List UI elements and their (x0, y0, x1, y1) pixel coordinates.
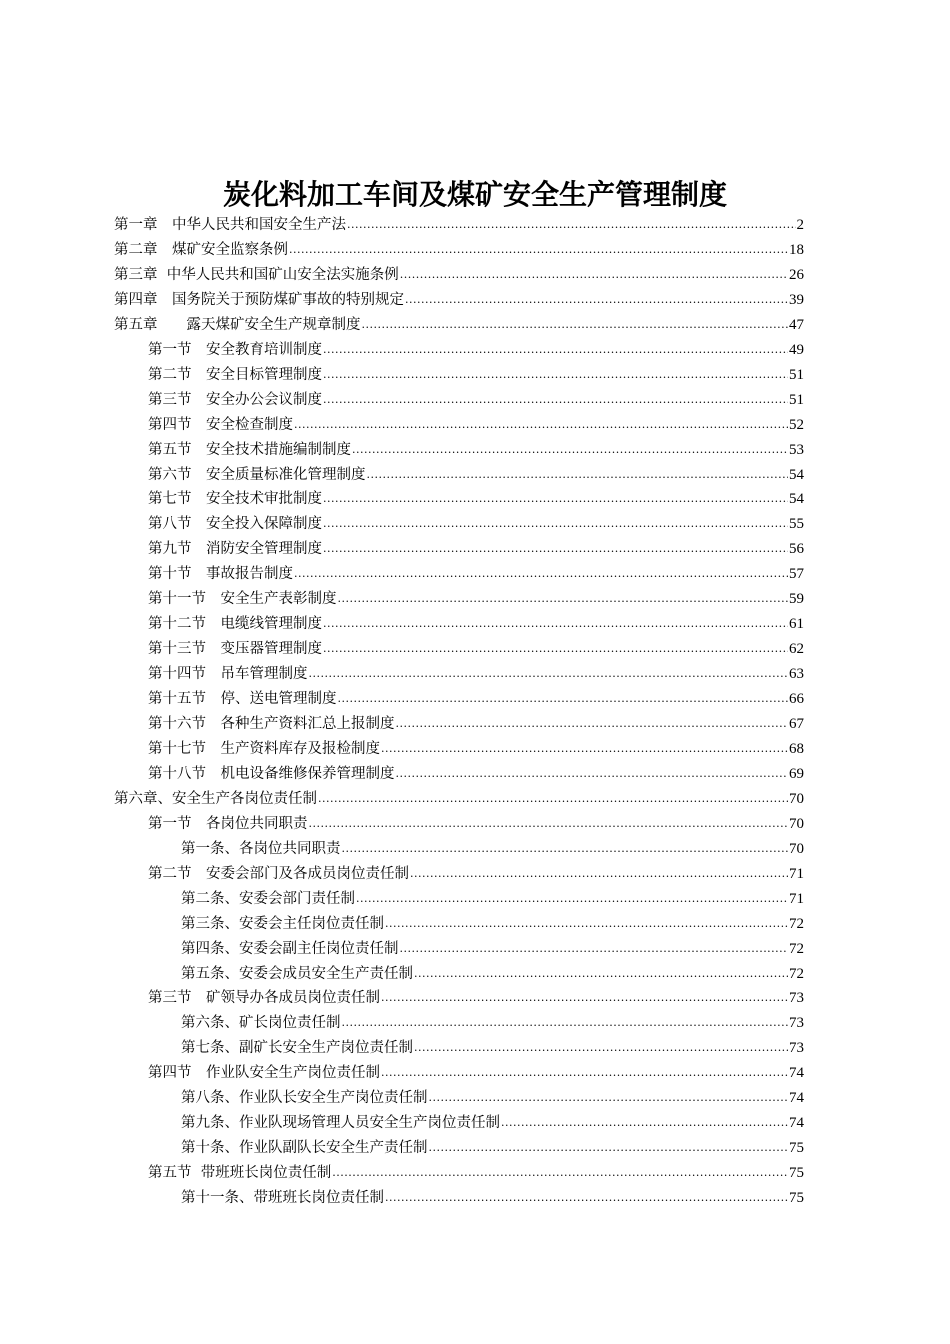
toc-entry-page-number: 74 (789, 1065, 804, 1082)
toc-entry[interactable] (148, 537, 804, 562)
toc-entry[interactable] (148, 712, 804, 737)
toc-entry-label: 第七节 安全技术审批制度 (148, 491, 322, 508)
toc-entry-page-number: 51 (789, 366, 804, 383)
toc-entry-label: 第五章 露天煤矿安全生产规章制度 (114, 316, 361, 333)
toc-leader-dots (323, 387, 788, 412)
toc-entry[interactable] (148, 512, 804, 537)
toc-entry-page-number: 67 (789, 716, 804, 732)
toc-entry-page-number: 75 (789, 1190, 804, 1207)
toc-entry[interactable] (148, 388, 804, 413)
toc-leader-dots (323, 362, 788, 387)
toc-entry-page-number: 61 (789, 616, 804, 633)
toc-leader-dots (381, 736, 788, 761)
toc-entry-page-number: 55 (789, 516, 804, 533)
toc-entry-label: 第十三节 变压器管理制度 (148, 641, 322, 658)
toc-leader-dots (400, 936, 789, 961)
toc-leader-dots (323, 486, 788, 511)
toc-entry-page-number: 73 (789, 990, 804, 1007)
toc-entry[interactable] (148, 687, 804, 712)
toc-leader-dots (385, 1185, 788, 1210)
toc-entry-label: 第五节 带班班长岗位责任制 (148, 1165, 332, 1182)
toc-entry-page-number: 71 (789, 890, 804, 907)
toc-leader-dots (332, 1160, 788, 1185)
toc-entry-label: 第八节 安全投入保障制度 (148, 516, 322, 533)
toc-entry-label: 第三节 矿领导办各成员岗位责任制 (148, 990, 380, 1007)
toc-entry-label: 第十八节 机电设备维修保养管理制度 (148, 765, 395, 782)
toc-entry-page-number: 68 (789, 740, 804, 757)
toc-entry-label: 第六章、安全生产各岗位责任制 (114, 790, 317, 807)
toc-entry[interactable] (114, 213, 804, 238)
toc-leader-dots (356, 886, 788, 911)
toc-leader-dots (309, 661, 789, 686)
toc-entry-page-number: 56 (789, 541, 804, 558)
toc-entry-page-number: 54 (789, 491, 804, 508)
toc-entry[interactable] (181, 887, 804, 912)
toc-entry[interactable] (148, 438, 804, 463)
toc-entry-page-number: 39 (789, 291, 804, 308)
toc-entry-page-number: 66 (789, 691, 804, 708)
toc-entry-label: 第一节 安全教育培训制度 (148, 341, 322, 358)
toc-leader-dots (400, 262, 788, 287)
toc-entry[interactable] (148, 363, 804, 388)
toc-entry-label: 第五节 安全技术措施编制制度 (148, 441, 351, 458)
toc-entry-page-number: 70 (789, 840, 804, 857)
toc-entry-label: 第一节 各岗位共同职责 (148, 815, 308, 832)
toc-leader-dots (429, 1135, 789, 1160)
toc-entry-label: 第三条、安委会主任岗位责任制 (181, 915, 384, 932)
toc-entry-page-number: 49 (789, 341, 804, 358)
toc-entry-label: 第二节 安委会部门及各成员岗位责任制 (148, 865, 409, 882)
toc-entry[interactable] (181, 1036, 804, 1061)
toc-entry[interactable] (114, 263, 804, 288)
toc-leader-dots (414, 1035, 788, 1060)
toc-entry[interactable] (148, 1161, 804, 1186)
toc-leader-dots (323, 636, 788, 661)
toc-entry-label: 第二节 安全目标管理制度 (148, 366, 322, 383)
toc-entry-page-number: 71 (789, 865, 804, 882)
toc-entry[interactable] (148, 1061, 804, 1086)
toc-leader-dots (367, 462, 789, 487)
toc-entry-label: 第一条、各岗位共同职责 (181, 840, 341, 857)
toc-entry[interactable] (181, 937, 804, 962)
toc-entry-label: 第七条、副矿长安全生产岗位责任制 (181, 1040, 413, 1057)
toc-leader-dots (342, 836, 789, 861)
toc-leader-dots (429, 1085, 789, 1110)
toc-entry-label: 第十一节 安全生产表彰制度 (148, 591, 337, 608)
toc-leader-dots (323, 611, 788, 636)
toc-entry-label: 第十四节 吊车管理制度 (148, 666, 308, 683)
toc-leader-dots (323, 511, 788, 536)
toc-entry[interactable] (114, 238, 804, 263)
toc-entry-page-number: 62 (789, 641, 804, 658)
toc-entry-page-number: 51 (789, 391, 804, 408)
toc-entry-label: 第一章 中华人民共和国安全生产法 (114, 217, 346, 233)
toc-leader-dots (381, 985, 788, 1010)
toc-entry-page-number: 53 (789, 441, 804, 458)
toc-entry-page-number: 75 (789, 1140, 804, 1157)
toc-entry[interactable] (148, 413, 804, 438)
toc-leader-dots (338, 686, 789, 711)
toc-entry[interactable] (148, 662, 804, 687)
toc-entry-page-number: 57 (789, 566, 804, 583)
toc-entry-label: 第二条、安委会部门责任制 (181, 890, 355, 907)
toc-entry-page-number: 59 (789, 591, 804, 608)
toc-entry-label: 第二章 煤矿安全监察条例 (114, 241, 288, 258)
toc-leader-dots (342, 1010, 789, 1035)
toc-entry[interactable] (181, 1011, 804, 1036)
toc-entry[interactable] (181, 1136, 804, 1161)
toc-entry[interactable] (181, 962, 804, 987)
toc-entry[interactable] (181, 1086, 804, 1111)
toc-entry-label: 第十节 事故报告制度 (148, 566, 293, 583)
toc-leader-dots (294, 561, 788, 586)
toc-entry[interactable] (181, 1186, 804, 1211)
toc-entry[interactable] (148, 986, 804, 1011)
toc-entry[interactable] (148, 338, 804, 363)
toc-entry-page-number: 72 (789, 965, 804, 982)
toc-leader-dots (362, 312, 789, 337)
toc-entry-label: 第九节 消防安全管理制度 (148, 541, 322, 558)
toc-leader-dots (347, 212, 796, 237)
toc-entry-label: 第六条、矿长岗位责任制 (181, 1015, 341, 1032)
toc-entry[interactable] (148, 637, 804, 662)
toc-leader-dots (323, 337, 788, 362)
toc-entry-page-number: 54 (789, 466, 804, 483)
toc-leader-dots (294, 412, 788, 437)
toc-entry-label: 第四条、安委会副主任岗位责任制 (181, 940, 399, 957)
toc-entry-page-number: 63 (789, 666, 804, 683)
toc-entry-page-number: 18 (789, 241, 804, 258)
toc-entry[interactable] (114, 313, 804, 338)
toc-leader-dots (381, 1060, 788, 1085)
toc-entry-page-number: 69 (789, 765, 804, 782)
toc-entry-label: 第四节 安全检查制度 (148, 416, 293, 433)
toc-leader-dots (396, 711, 789, 736)
toc-entry[interactable] (148, 737, 804, 762)
toc-leader-dots (309, 811, 789, 836)
toc-entry[interactable] (148, 812, 804, 837)
toc-entry[interactable] (148, 463, 804, 488)
toc-leader-dots (410, 861, 788, 886)
toc-entry[interactable] (181, 912, 804, 937)
toc-entry-page-number: 26 (789, 266, 804, 283)
toc-entry-page-number: 72 (789, 915, 804, 932)
toc-entry-page-number: 72 (789, 940, 804, 957)
toc-entry-label: 第九条、作业队现场管理人员安全生产岗位责任制 (181, 1115, 500, 1132)
toc-leader-dots (405, 287, 788, 312)
toc-entry[interactable] (181, 837, 804, 862)
toc-leader-dots (323, 536, 788, 561)
toc-entry-label: 第十一条、带班班长岗位责任制 (181, 1190, 384, 1207)
toc-entry-label: 第十条、作业队副队长安全生产责任制 (181, 1140, 428, 1157)
toc-entry-page-number: 75 (789, 1165, 804, 1182)
toc-entry-label: 第六节 安全质量标准化管理制度 (148, 466, 366, 483)
toc-entry[interactable] (148, 862, 804, 887)
toc-entry-label: 第五条、安委会成员安全生产责任制 (181, 965, 413, 982)
toc-entry-page-number: 73 (789, 1040, 804, 1057)
toc-entry-label: 第十二节 电缆线管理制度 (148, 616, 322, 633)
toc-entry[interactable] (148, 612, 804, 637)
toc-entry-label: 第四节 作业队安全生产岗位责任制 (148, 1065, 380, 1082)
toc-entry[interactable] (148, 762, 804, 787)
toc-entry-label: 第八条、作业队长安全生产岗位责任制 (181, 1090, 428, 1107)
toc-entry-label: 第十五节 停、送电管理制度 (148, 691, 337, 708)
toc-entry[interactable] (148, 487, 804, 512)
toc-entry-page-number: 70 (789, 815, 804, 832)
toc-entry[interactable] (181, 1111, 804, 1136)
toc-entry-page-number: 2 (796, 217, 804, 233)
toc-entry-page-number: 74 (789, 1115, 804, 1132)
toc-leader-dots (396, 761, 789, 786)
toc-entry[interactable] (148, 587, 804, 612)
toc-leader-dots (352, 437, 788, 462)
toc-entry-page-number: 74 (789, 1090, 804, 1107)
toc-leader-dots (414, 961, 788, 986)
toc-entry-page-number: 73 (789, 1015, 804, 1032)
toc-entry-label: 第三章 中华人民共和国矿山安全法实施条例 (114, 266, 399, 283)
toc-entry[interactable] (114, 787, 804, 812)
toc-entry-page-number: 52 (789, 416, 804, 433)
document-title: 炭化料加工车间及煤矿安全生产管理制度 (222, 178, 727, 211)
toc-entry[interactable] (148, 562, 804, 587)
toc-entry-label: 第三节 安全办公会议制度 (148, 391, 322, 408)
toc-entry-label: 第十七节 生产资料库存及报检制度 (148, 740, 380, 757)
toc-entry-page-number: 47 (789, 316, 804, 333)
toc-leader-dots (318, 786, 788, 811)
toc-leader-dots (385, 911, 788, 936)
toc-entry-page-number: 70 (789, 790, 804, 807)
toc-leader-dots (289, 237, 788, 262)
toc-entry-label: 第十六节 各种生产资料汇总上报制度 (148, 716, 395, 732)
toc-entry-label: 第四章 国务院关于预防煤矿事故的特别规定 (114, 291, 404, 308)
toc-entry[interactable] (114, 288, 804, 313)
toc-leader-dots (501, 1110, 788, 1135)
toc-leader-dots (338, 586, 789, 611)
